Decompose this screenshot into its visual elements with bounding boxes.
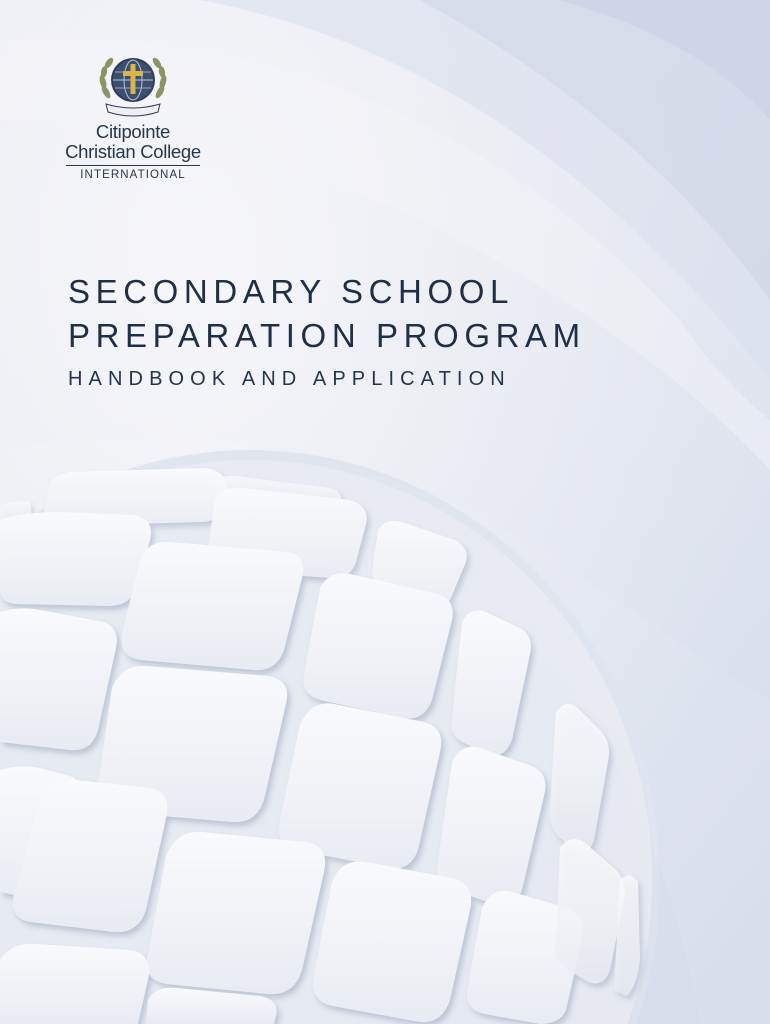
subtitle: HANDBOOK AND APPLICATION [68,368,511,390]
brand-divider [66,165,200,166]
title-line-1: SECONDARY SCHOOL [68,273,514,310]
school-crest-icon [96,52,170,122]
title-line-2: PREPARATION PROGRAM [68,317,586,354]
cover-title-block [68,270,586,391]
school-logo [62,52,204,181]
brand-name-line2: Christian College [65,141,201,162]
brand-name-line1: Citipointe [95,121,171,142]
brand-name-line3: INTERNATIONAL [80,169,186,181]
